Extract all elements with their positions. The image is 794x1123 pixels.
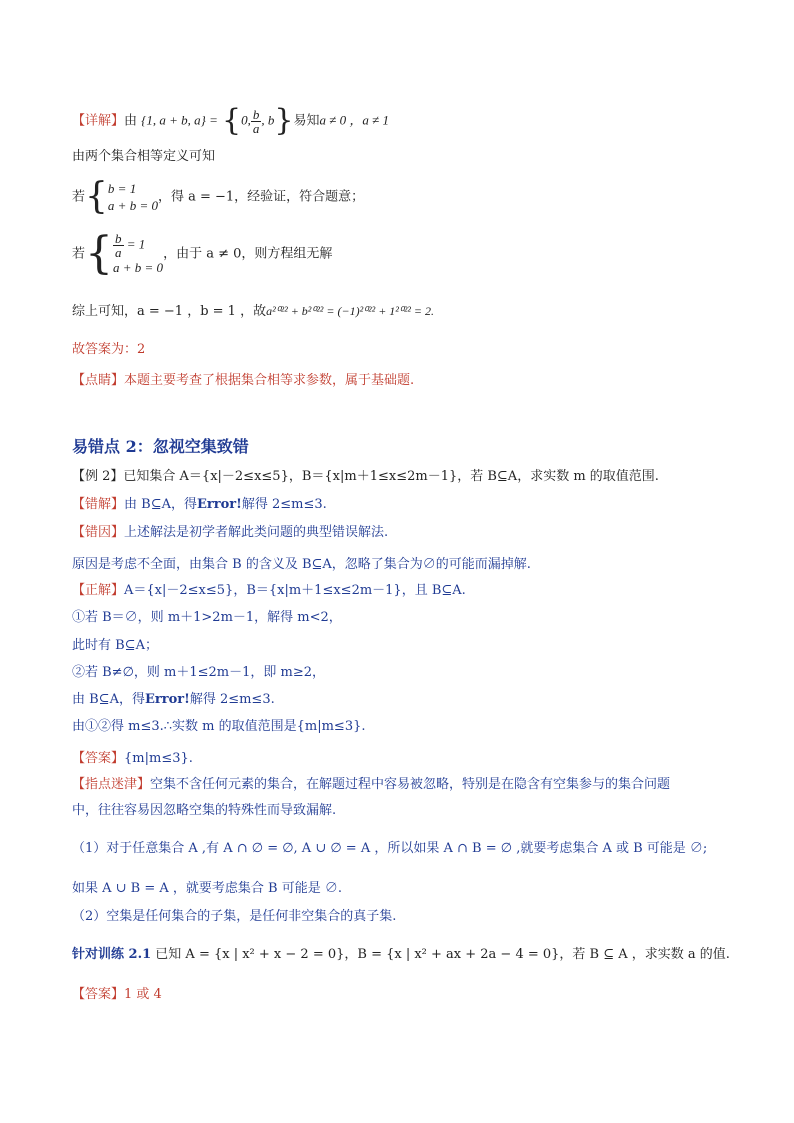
definition-line: 由两个集合相等定义可知 <box>72 149 216 164</box>
case1-system: b = 1 a + b = 0 <box>107 181 158 213</box>
guide-line-2: 中，往往容易因忽略空集的特殊性而导致漏解. <box>72 803 337 818</box>
case2-line: 若{ $\frac{b}{a}$ = 1 a + b = 0 ，由于 a ≠ 0，则方程组无解 <box>72 228 333 279</box>
detail-line: 【详解】由 {1, a + b, a} = {0, $\frac{b}{a}$ , b}易知a ≠ 0 ，a ≠ 1 <box>72 103 389 138</box>
step-2: 此时有 B⊆A； <box>72 638 158 653</box>
fraction-b-over-a: $\frac{b}{a}$ <box>252 106 260 136</box>
example-line: 【例 2】已知集合 A＝{x|－2≤x≤5}，B＝{x|m＋1≤x≤2m－1}，若 B⊆A，求实数 m 的取值范围. <box>72 469 659 484</box>
guide-line-1: 【指点迷津】空集不含任何元素的集合，在解题过程中容易被忽略，特别是在隐含有空集参与的集合问题 <box>72 777 671 792</box>
summary-line: 综上可知，a = −1 ，b = 1 ，故a²⁰²² + b²⁰²² = (−1)²⁰²² + 1²⁰²² = 2. <box>72 304 434 319</box>
answer-line: 故答案为：2 <box>72 342 146 357</box>
answer2-line: 【答案】{m|m≤3}. <box>72 751 193 766</box>
step-4: 由 B⊆A，得Error!解得 2≤m≤3. <box>72 692 275 707</box>
point2-line: （2）空集是任何集合的子集，是任何非空集合的真子集. <box>72 909 397 924</box>
condition: a ≠ 0 ，a ≠ 1 <box>319 112 389 128</box>
section-title: 易错点 2：忽视空集致错 <box>72 437 249 456</box>
cause-line: 【错因】上述解法是初学者解此类问题的典型错误解法. <box>72 525 389 540</box>
comment-line: 【点睛】本题主要考查了根据集合相等求参数，属于基础题. <box>72 373 415 388</box>
reason-line: 原因是考虑不全面，由集合 B 的含义及 B⊆A，忽略了集合为∅的可能而漏掉解. <box>72 557 531 572</box>
step-5: 由①②得 m≤3.∴实数 m 的取值范围是{m|m≤3}. <box>72 719 366 734</box>
detail-tag: 【详解】 <box>72 113 125 129</box>
correct-solution-line: 【正解】A＝{x|－2≤x≤5}，B＝{x|m＋1≤x≤2m－1}，且 B⊆A. <box>72 583 466 598</box>
step-1: ①若 B＝∅，则 m＋1>2m－1，解得 m<2， <box>72 610 342 625</box>
point1-line-2: 如果 A ∪ B = A ，就要考虑集合 B 可能是 ∅. <box>72 881 342 896</box>
set-left: {1, a + b, a} = <box>141 112 218 128</box>
step-3: ②若 B≠∅，则 m＋1≤2m－1，即 m≥2， <box>72 665 326 680</box>
case2-system: $\frac{b}{a}$ = 1 a + b = 0 <box>113 231 164 275</box>
wrong-solution-line: 【错解】由 B⊆A，得Error!解得 2≤m≤3. <box>72 497 327 512</box>
case1-line: 若{ b = 1 a + b = 0 ，得 a = −1，经验证，符合题意； <box>72 176 365 217</box>
training-line: 针对训练 2.1 已知 A = {x | x² + x − 2 = 0}，B = {x | x² + ax + 2a − 4 = 0}，若 B ⊆ A ，求实数 a 的值. <box>72 947 730 962</box>
summary-formula: a²⁰²² + b²⁰²² = (−1)²⁰²² + 1²⁰²² = 2. <box>266 304 434 318</box>
answer3-line: 【答案】1 或 4 <box>72 987 162 1002</box>
point1-line-1: （1）对于任意集合 A ,有 A ∩ ∅ = ∅, A ∪ ∅ = A ，所以如果 A ∩ B = ∅ ,就要考虑集合 A 或 B 可能是 ∅; <box>72 841 708 856</box>
